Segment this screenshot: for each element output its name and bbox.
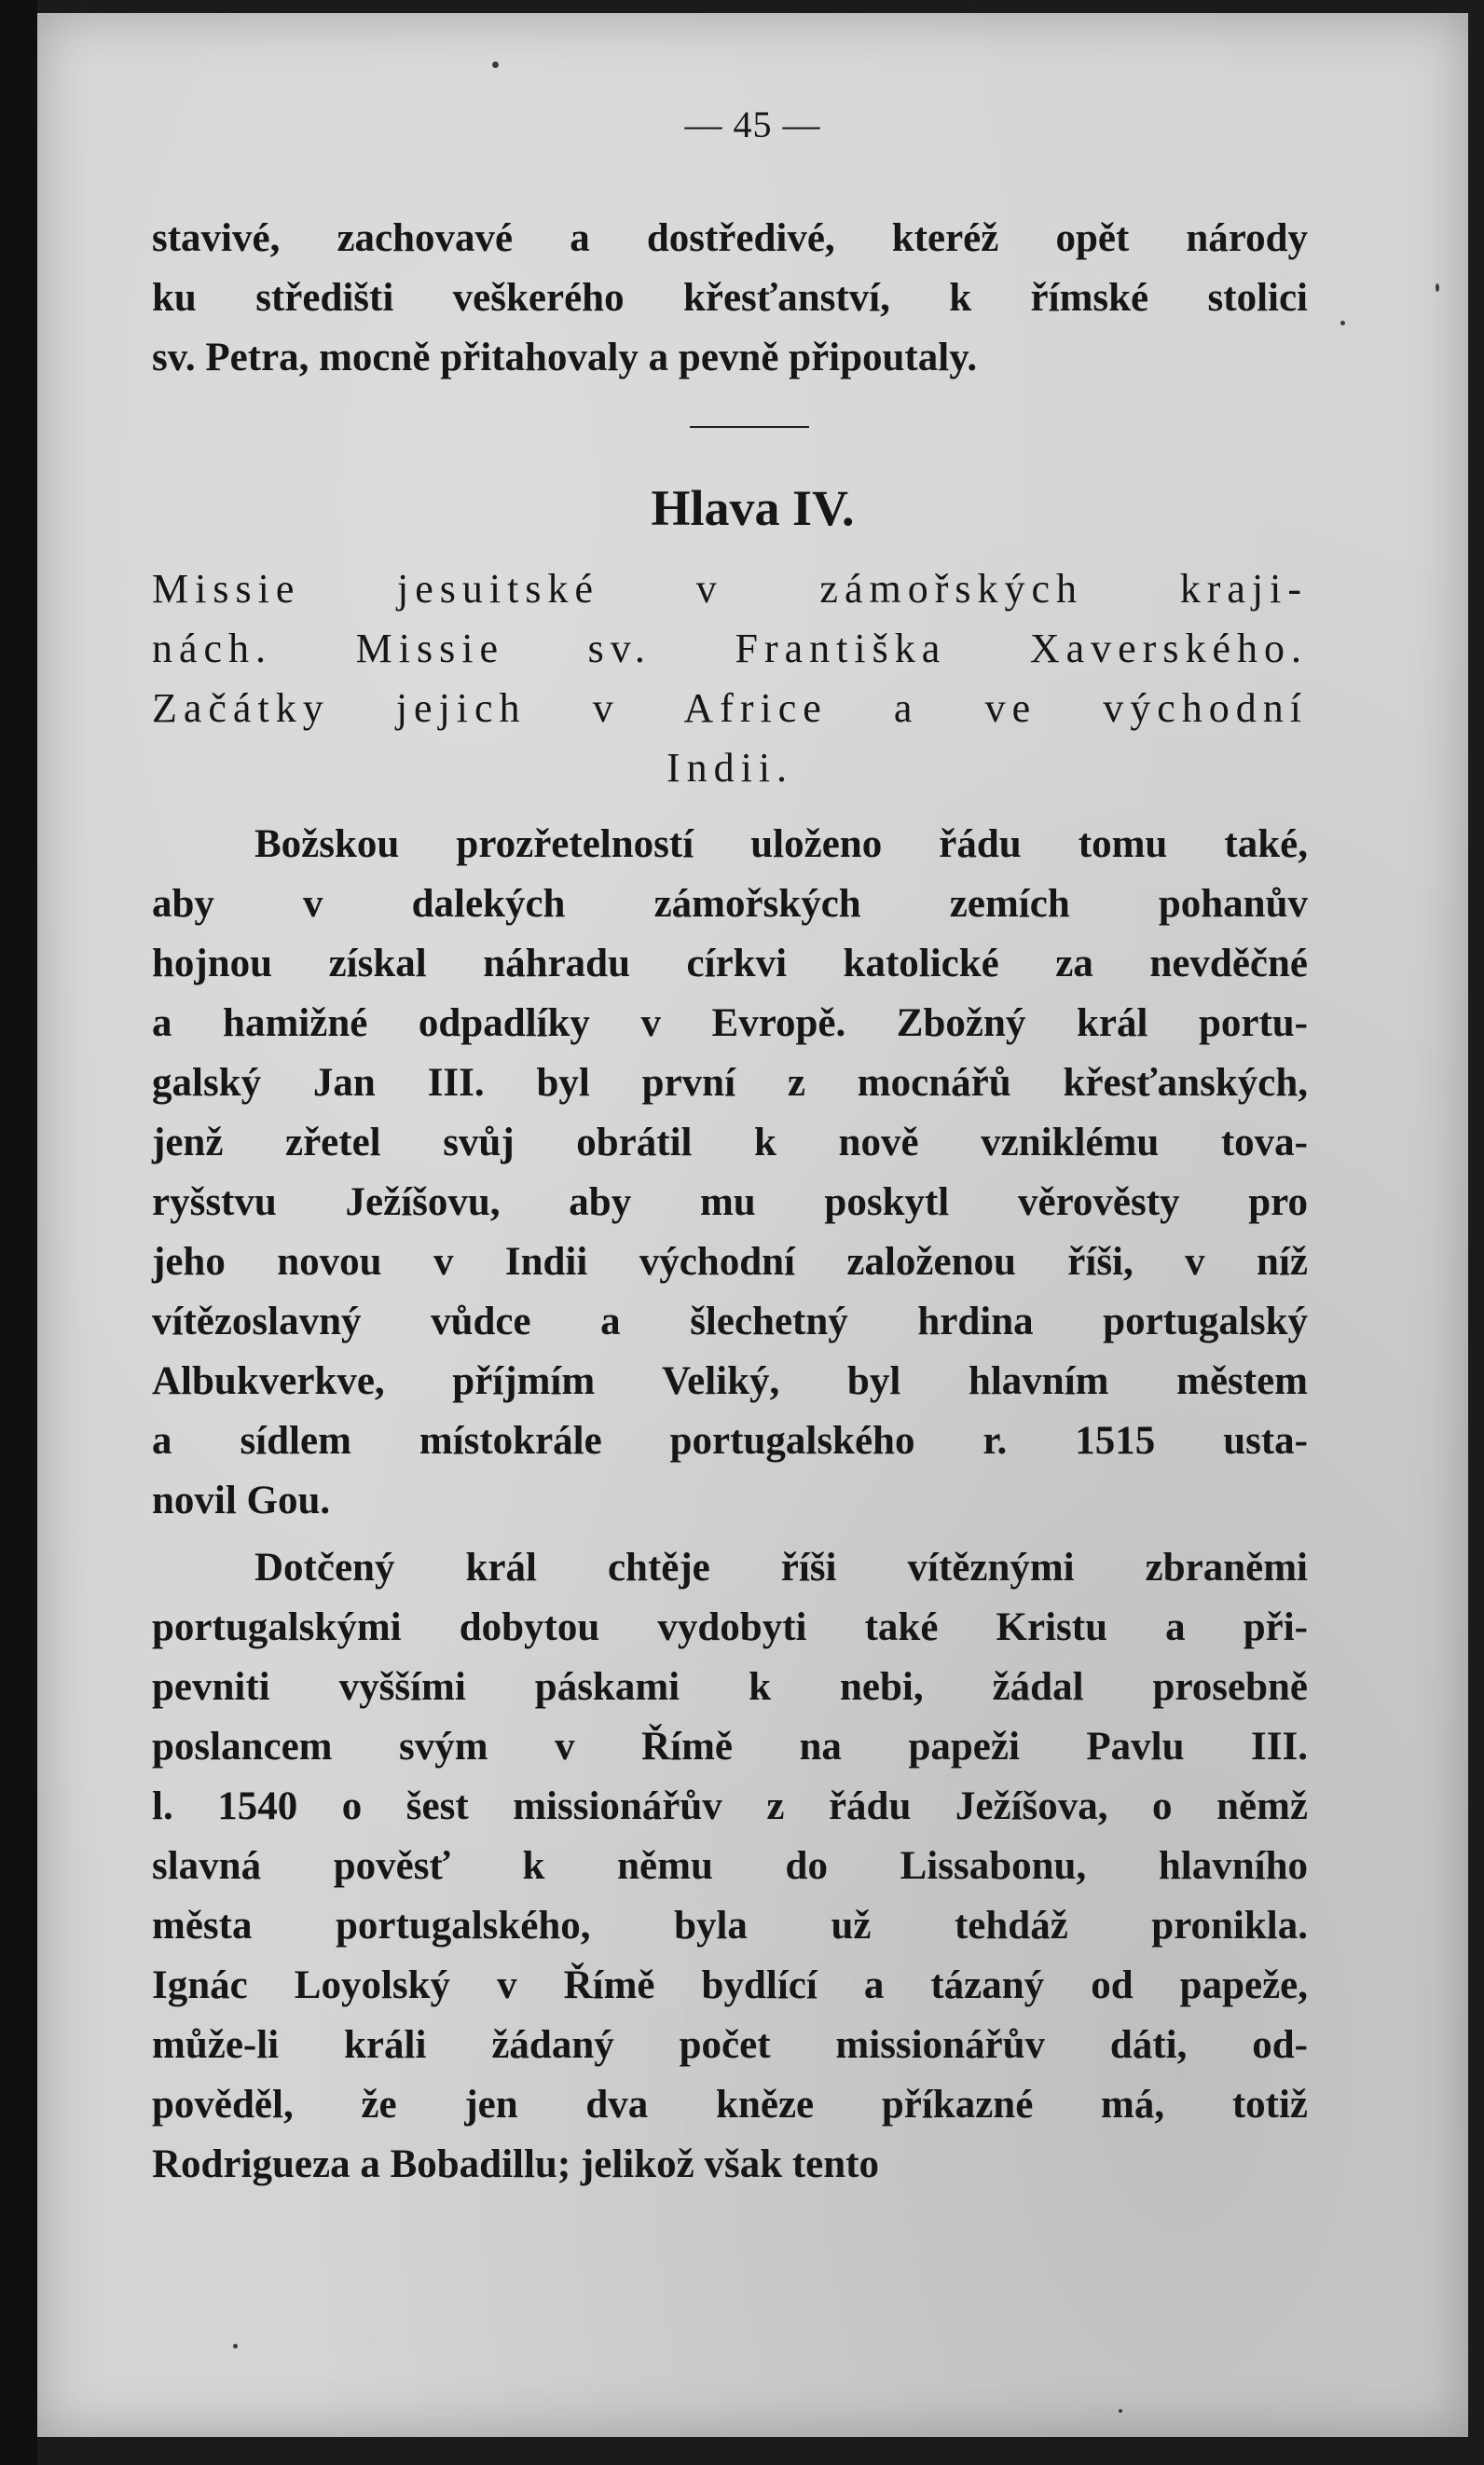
text-line: hojnou získal náhradu církvi katolické za nevděčné — [152, 942, 1308, 985]
text-line: galský Jan III. byl první z mocnářů křesťanských, — [152, 1061, 1308, 1105]
text-line: novil Gou. — [152, 1479, 331, 1522]
paper-speck — [492, 62, 499, 68]
text-line: pověděl, že jen dva kněze příkazné má, totiž — [152, 2083, 1308, 2127]
text-line: jeho novou v Indii východní založenou říši, v níž — [152, 1240, 1308, 1284]
scan-edge — [0, 0, 37, 2465]
text-line: a hamižné odpadlíky v Evropě. Zbožný král portu- — [152, 1001, 1308, 1045]
paragraph-2 — [152, 1538, 1308, 2195]
subtitle-line: Začátky jejich v Africe a ve východní — [152, 685, 1308, 731]
text-line: aby v dalekých zámořských zemích pohanův — [152, 882, 1308, 926]
text-line: Božskou prozřetelností uloženo řádu tomu také, — [254, 822, 1308, 866]
text-line: ryšstvu Ježíšovu, aby mu poskytl věrověsty pro — [152, 1180, 1308, 1224]
book-page — [37, 13, 1468, 2437]
paper-speck — [233, 2344, 238, 2348]
chapter-subtitle — [152, 559, 1308, 798]
text-line: sv. Petra, mocně přitahovaly a pevně připoutaly. — [152, 336, 978, 379]
text-line: města portugalského, byla už tehdáž pronikla. — [152, 1904, 1308, 1948]
paper-speck — [1340, 321, 1345, 325]
text-line: Rodrigueza a Bobadillu; jelikož však tento — [152, 2142, 880, 2186]
text-line: portugalskými dobytou vydobyti také Kristu a při- — [152, 1605, 1308, 1649]
text-line: Ignác Loyolský v Římě bydlící a tázaný od papeže, — [152, 1963, 1308, 2007]
paragraph-1 — [152, 815, 1308, 1531]
text-line: Albukverkve, příjmím Veliký, byl hlavním městem — [152, 1359, 1308, 1403]
text-line: Dotčený král chtěje říši vítěznými zbraněmi — [254, 1546, 1308, 1590]
subtitle-line: Missie jesuitské v zámořských kraji- — [152, 566, 1308, 612]
section-divider — [690, 426, 809, 428]
text-line: poslancem svým v Římě na papeži Pavlu III. — [152, 1725, 1308, 1769]
text-line: pevniti vyššími páskami k nebi, žádal prosebně — [152, 1665, 1308, 1709]
chapter-title: Hlava IV. — [651, 480, 855, 536]
top-paragraph — [152, 209, 1308, 388]
text-line: l. 1540 o šest missionářův z řádu Ježíšova, o němž — [152, 1784, 1308, 1828]
subtitle-line: nách. Missie sv. Františka Xaverského. — [152, 626, 1308, 671]
subtitle-line: Indii. — [666, 745, 794, 791]
page-number: — 45 — — [684, 103, 821, 145]
paper-speck — [1436, 283, 1439, 292]
text-line: jenž zřetel svůj obrátil k nově vzniklému tova- — [152, 1121, 1308, 1164]
text-line: ku středišti veškerého křesťanství, k římské stolici — [152, 276, 1308, 320]
text-line: vítězoslavný vůdce a šlechetný hrdina portugalský — [152, 1300, 1308, 1343]
text-line: může-li králi žádaný počet missionářův dáti, od- — [152, 2023, 1308, 2067]
paper-speck — [1119, 2409, 1122, 2413]
text-line: slavná pověsť k němu do Lissabonu, hlavního — [152, 1844, 1308, 1888]
text-line: stavivé, zachovavé a dostředivé, kteréž opět národy — [152, 216, 1308, 260]
text-line: a sídlem místokrále portugalského r. 1515 usta- — [152, 1419, 1308, 1463]
